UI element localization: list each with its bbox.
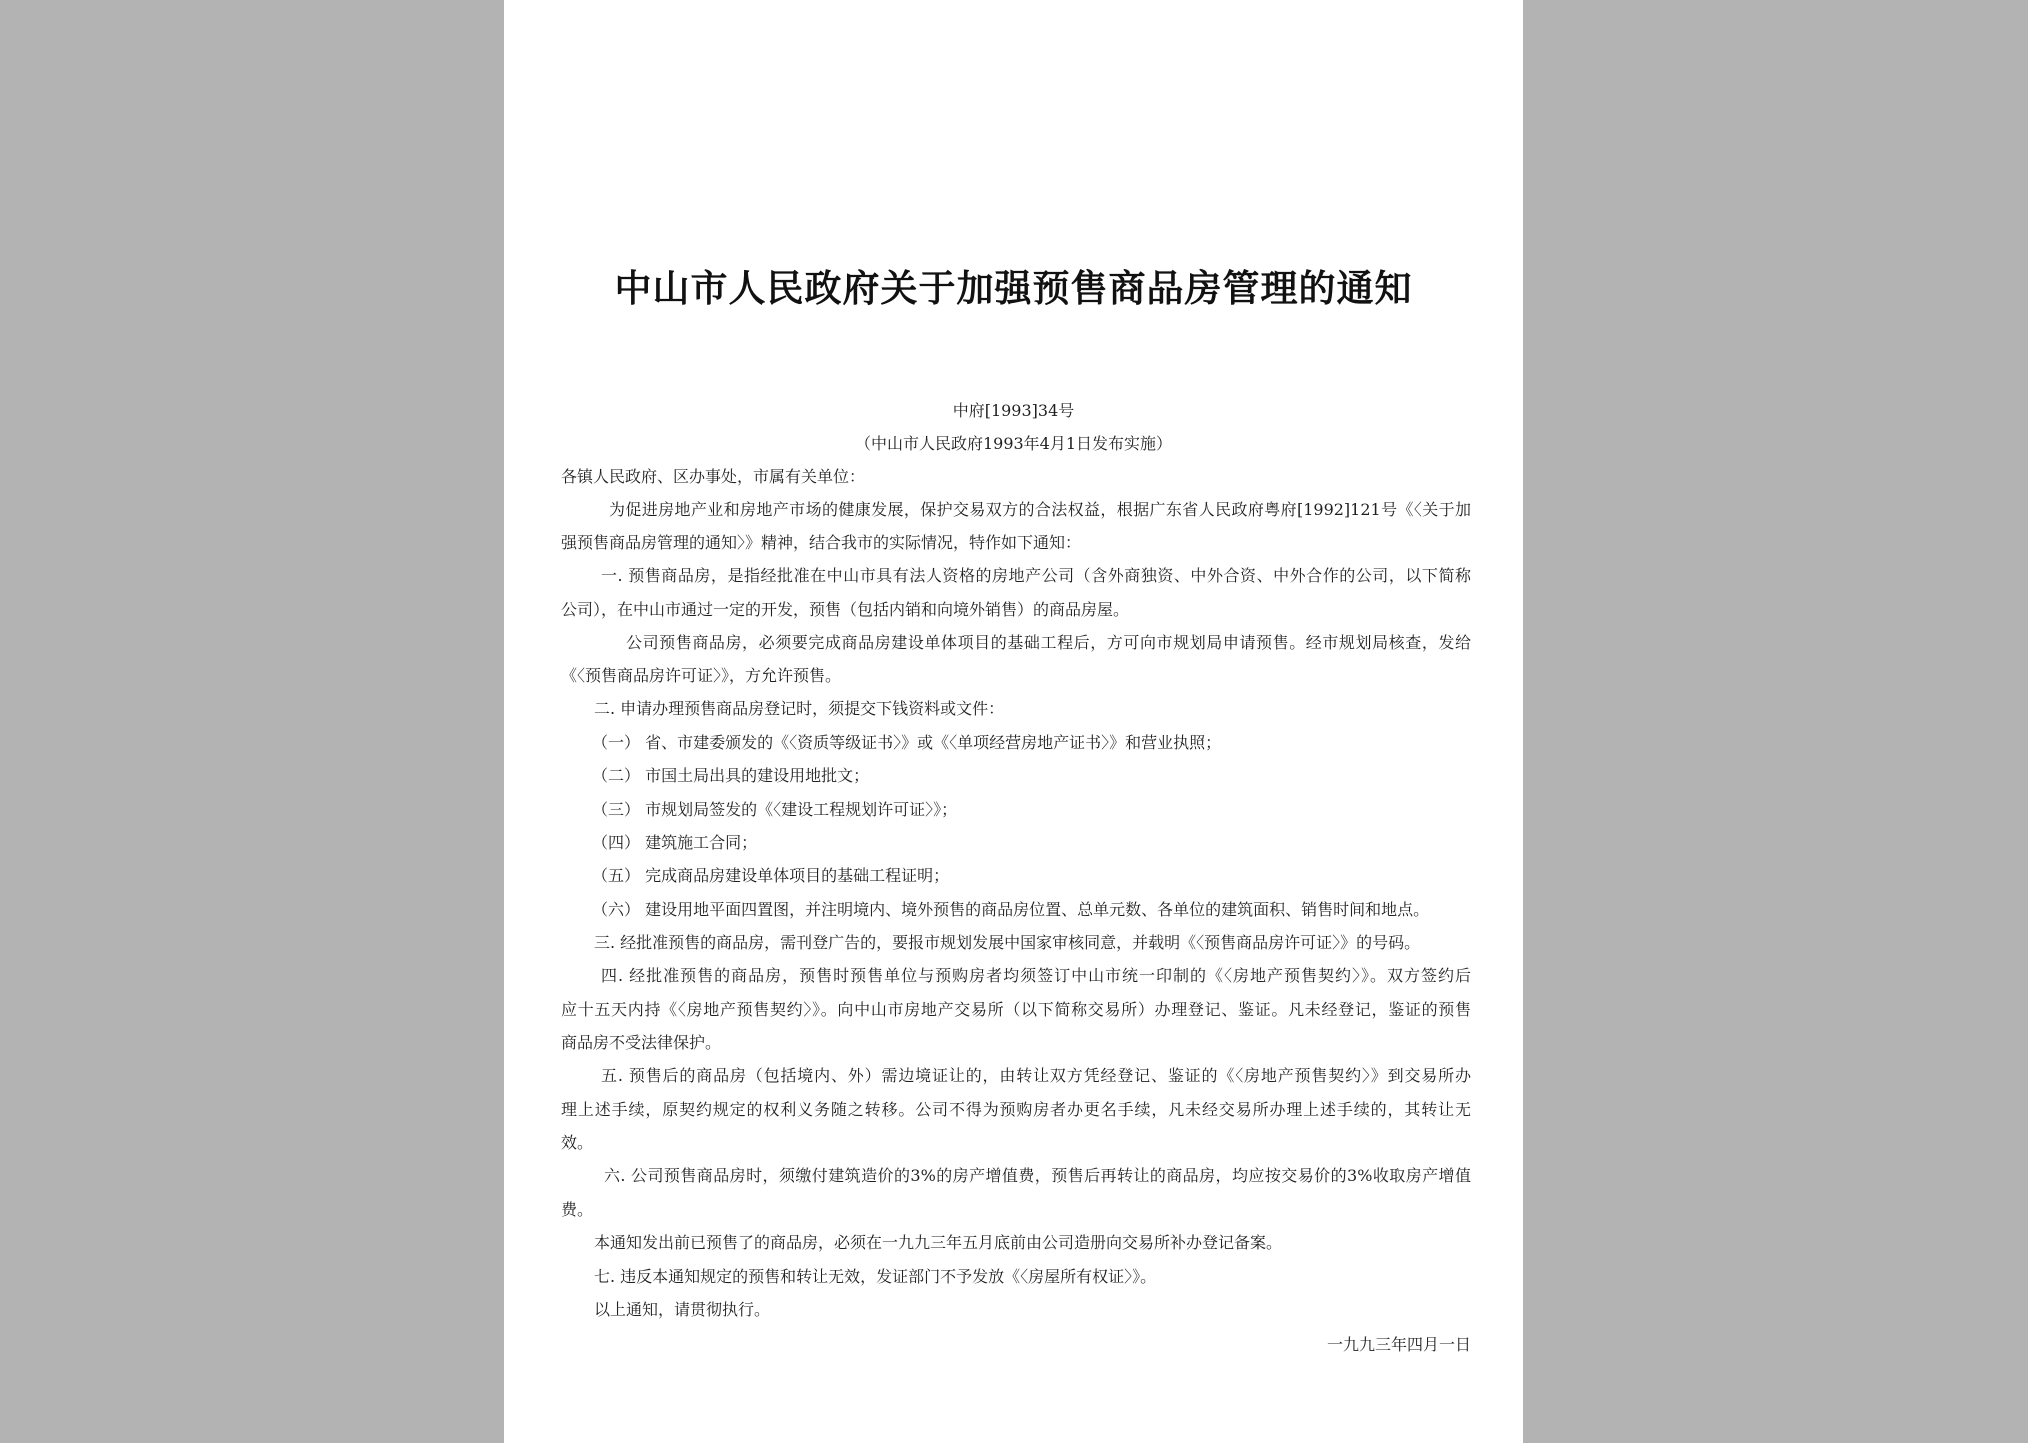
closing-line: 以上通知，请贯彻执行。 [594, 1300, 771, 1319]
sub-item-2: （二） 市国土局出具的建设用地批文； [592, 766, 870, 785]
salutation: 各镇人民政府、区办事处，市属有关单位： [561, 467, 866, 486]
item-1-line-2: 公司），在中山市通过一定的开发，预售（包括内销和向境外销售）的商品房屋。 [561, 600, 1130, 619]
item-2: 二. 申请办理预售商品房登记时，须提交下钱资料或文件： [594, 699, 1005, 718]
item-6-line-1: 六. 公司预售商品房时，须缴付建筑造价的3%的房产增值费，预售后再转让的商品房，均应按交易价的3%收取房产增值 [604, 1166, 1471, 1185]
item-4-line-2: 应十五天内持《〈房地产预售契约〉》。向中山市房地产交易所（以下简称交易所）办理登记、鉴证。凡未经登记，鉴证的预售 [561, 1000, 1471, 1019]
intro-paragraph-line-2: 强预售商品房管理的通知〉》精神，结合我市的实际情况，特作如下通知： [561, 533, 1082, 552]
item-5-line-2: 理上述手续，原契约规定的权利义务随之转移。公司不得为预购房者办更名手续，凡未经交易所办理上述手续的，其转让无 [561, 1100, 1471, 1119]
item-1b-line-2: 《〈预售商品房许可证〉》，方允许预售。 [561, 666, 842, 685]
document-title: 中山市人民政府关于加强预售商品房管理的通知 [614, 266, 1413, 310]
item-5-line-3: 效。 [561, 1133, 594, 1152]
item-6-line-2: 费。 [561, 1200, 594, 1219]
item-1-line-1: 一. 预售商品房，是指经批准在中山市具有法人资格的房地产公司（含外商独资、中外合资、中外合作的公司，以下简称 [601, 566, 1471, 585]
document-date: 一九九三年四月一日 [1326, 1335, 1471, 1354]
item-7: 七. 违反本通知规定的预售和转让无效，发证部门不予发放《〈房屋所有权证〉》。 [594, 1267, 1157, 1286]
intro-paragraph-line-1: 为促进房地产业和房地产市场的健康发展，保护交易双方的合法权益，根据广东省人民政府粤府[1992]121号《〈关于加 [609, 500, 1471, 519]
document-number: 中府[1993]34号 [952, 401, 1075, 420]
sub-item-6: （六） 建设用地平面四置图，并注明境内、境外预售的商品房位置、总单元数、各单位的建筑面积、销售时间和地点。 [592, 900, 1430, 919]
sub-item-3: （三） 市规划局签发的《〈建设工程规划许可证〉》； [592, 800, 958, 819]
sub-item-1: （一） 省、市建委颁发的《〈资质等级证书〉》或《〈单项经营房地产证书〉》和营业执照； [592, 733, 1222, 752]
note-paragraph: 本通知发出前已预售了的商品房，必须在一九九三年五月底前由公司造册向交易所补办登记备案。 [594, 1233, 1283, 1252]
item-1b-line-1: 公司预售商品房，必须要完成商品房建设单体项目的基础工程后，方可向市规划局申请预售。经市规划局核查，发给 [626, 633, 1471, 652]
item-4-line-3: 商品房不受法律保护。 [561, 1033, 722, 1052]
item-4-line-1: 四. 经批准预售的商品房，预售时预售单位与预购房者均须签订中山市统一印制的《〈房地产预售契约〉》。双方签约后 [601, 966, 1471, 985]
item-5-line-1: 五. 预售后的商品房（包括境内、外）需边境证让的，由转让双方凭经登记、鉴证的《〈房地产预售契约〉》到交易所办 [601, 1066, 1471, 1085]
item-3: 三. 经批准预售的商品房，需刊登广告的，要报市规划发展中国家审核同意，并载明《〈预售商品房许可证〉》的号码。 [594, 933, 1421, 952]
publish-note: （中山市人民政府1993年4月1日发布实施） [854, 434, 1173, 453]
document-page [504, 0, 1523, 1443]
sub-item-4: （四） 建筑施工合同； [592, 833, 758, 852]
sub-item-5: （五） 完成商品房建设单体项目的基础工程证明； [592, 866, 950, 885]
